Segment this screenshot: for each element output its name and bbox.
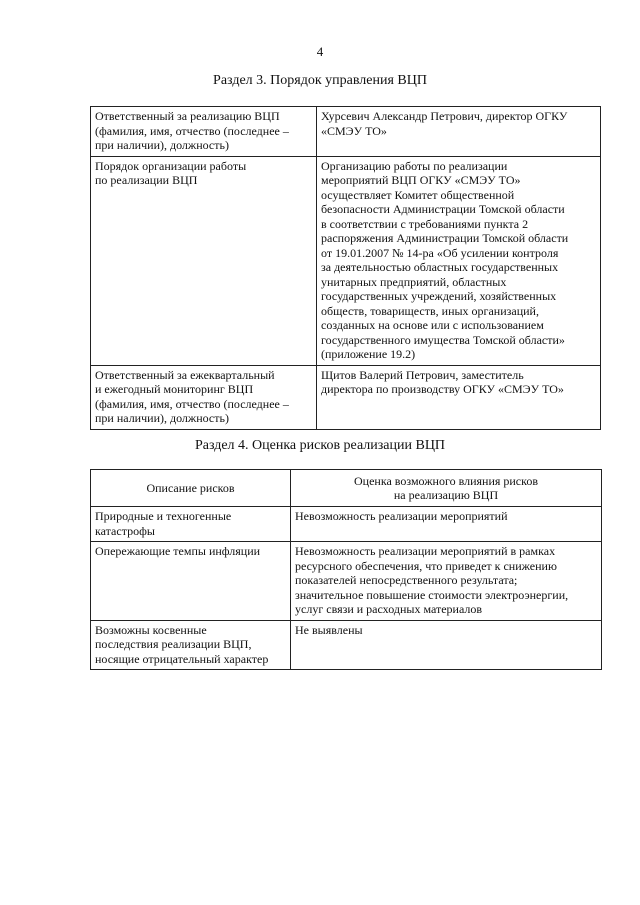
table-row: [91, 107, 601, 157]
responsible-value-cell: Хурсевич Александр Петрович, директор ОГКУ «СМЭУ ТО»: [317, 107, 601, 157]
page-number: 4: [316, 44, 324, 59]
table-row: [91, 507, 602, 542]
organization-label-cell: Порядок организации работы по реализации ВЦП: [91, 156, 317, 365]
risk-description-header: Описание рисков: [91, 470, 291, 507]
organization-value-cell: Организацию работы по реализации мероприятий ВЦП ОГКУ «СМЭУ ТО» осуществляет Комитет общественной безопасности Администрации Томской области в соответствии с требованиями пункта 2 распоряжения Администрации Томской области от 19.01.2007 № 14-ра «Об усилении контроля за деятельностью областных государственных унитарных предприятий, областных государственных учреждений, хозяйственных обществ, товариществ, иных организаций, созданных на основе или с использованием государственного имущества Томской области» (приложение 19.2): [317, 156, 601, 365]
section-3-title: Раздел 3. Порядок управления ВЦП: [213, 73, 427, 88]
impact-cell: Не выявлены: [291, 620, 602, 670]
risk-table: [90, 469, 602, 670]
table-row: [91, 156, 601, 365]
management-table: [90, 106, 601, 430]
risk-cell: Природные и техногенные катастрофы: [91, 507, 291, 542]
monitoring-label-cell: Ответственный за ежеквартальный и ежегодный мониторинг ВЦП (фамилия, имя, отчество (последнее – при наличии), должность): [91, 365, 317, 429]
monitoring-value-cell: Щитов Валерий Петрович, заместитель директора по производству ОГКУ «СМЭУ ТО»: [317, 365, 601, 429]
table-row: [91, 542, 602, 621]
table-row: [91, 365, 601, 429]
risk-impact-header: Оценка возможного влияния рисков на реализацию ВЦП: [291, 470, 602, 507]
table-header-row: [91, 470, 602, 507]
impact-cell: Невозможность реализации мероприятий: [291, 507, 602, 542]
table-row: [91, 620, 602, 670]
risk-cell: Опережающие темпы инфляции: [91, 542, 291, 621]
responsible-label-cell: Ответственный за реализацию ВЦП (фамилия, имя, отчество (последнее – при наличии), должность): [91, 107, 317, 157]
section-4-title: Раздел 4. Оценка рисков реализации ВЦП: [194, 438, 446, 453]
impact-cell: Невозможность реализации мероприятий в рамках ресурсного обеспечения, что приведет к снижению показателей непосредственного результата; значительное повышение стоимости электроэнергии, услуг связи и расходных материалов: [291, 542, 602, 621]
risk-cell: Возможны косвенные последствия реализации ВЦП, носящие отрицательный характер: [91, 620, 291, 670]
